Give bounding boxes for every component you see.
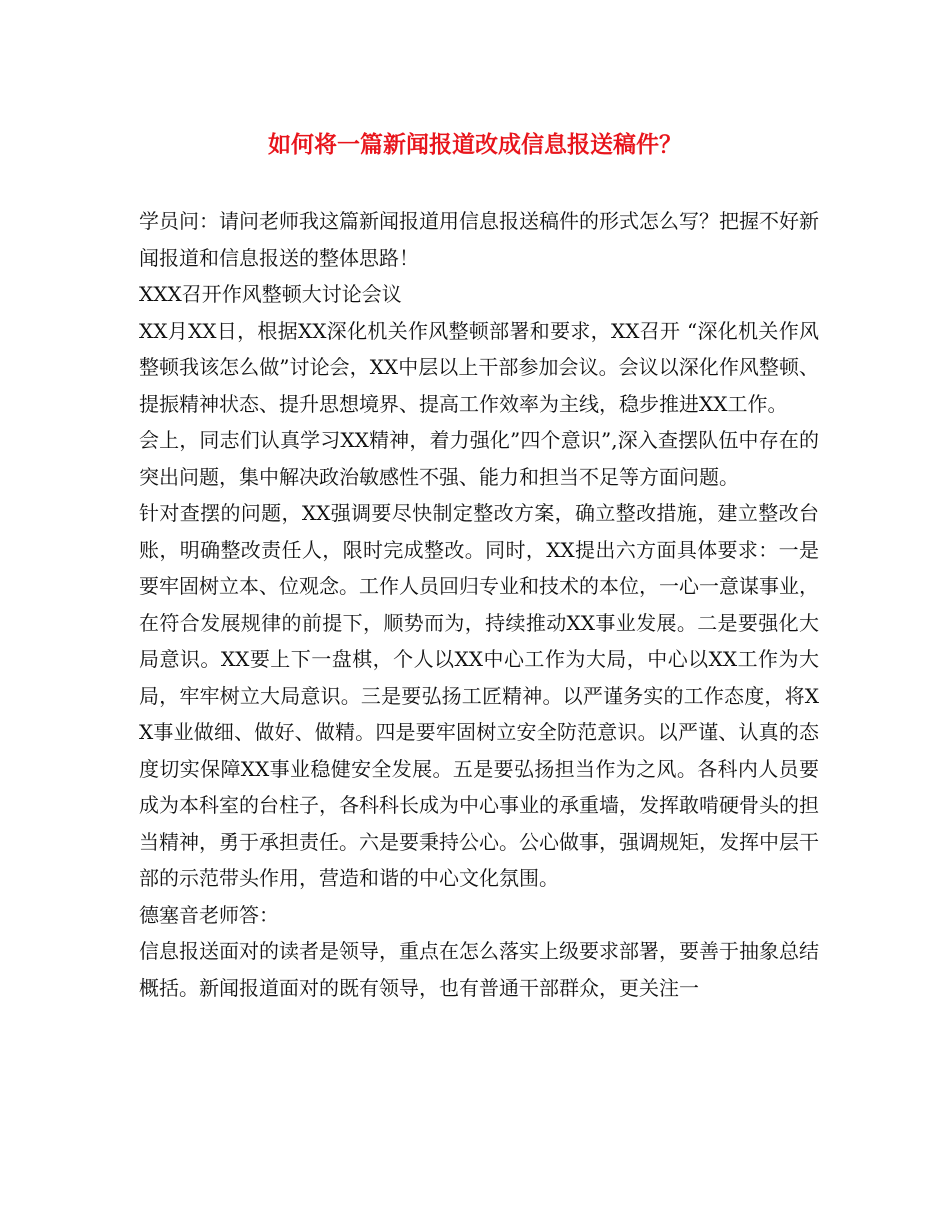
paragraph-article-headline: XXX召开作风整顿大讨论会议	[139, 282, 402, 306]
document-body	[139, 203, 819, 1006]
paragraph-article-lead: XX月XX日，根据XX深化机关作风整顿部署和要求，XX召开 “深化机关作风整顿我该怎么做”讨论会，XX中层以上干部参加会议。会议以深化作风整顿、提振精神状态、提升思想境界、提高工作效率为主线，稳步推进XX工作。	[139, 318, 819, 416]
document-title: 如何将一篇新闻报道改成信息报送稿件？	[268, 131, 682, 158]
paragraph-student-question: 学员问：请问老师我这篇新闻报道用信息报送稿件的形式怎么写？把握不好新闻报道和信息报送的整体思路！	[139, 209, 819, 270]
paragraph-six-requirements: 针对查摆的问题，XX强调要尽快制定整改方案，确立整改措施，建立整改台账，明确整改责任人，限时完成整改。同时，XX提出六方面具体要求：一是要牢固树立本、位观念。工作人员回归专业和技术的本位，一心一意谋事业，在符合发展规律的前提下，顺势而为，持续推动XX事业发展。二是要强化大局意识。XX要上下一盘棋，个人以XX中心工作为大局，中心以XX工作为大局，牢牢树立大局意识。三是要弘扬工匠精神。以严谨务实的工作态度，将XX事业做细、做好、做精。四是要牢固树立安全防范意识。以严谨、认真的态度切实保障XX事业稳健安全发展。五是要弘扬担当作为之风。各科内人员要成为本科室的台柱子，各科科长成为中心事业的承重墙，发挥敢啃硬骨头的担当精神，勇于承担责任。六是要秉持公心。公心做事，强调规矩，发挥中层干部的示范带头作用，营造和谐的中心文化氛围。	[139, 501, 819, 890]
paragraph-teacher-answer: 信息报送面对的读者是领导，重点在怎么落实上级要求部署，要善于抽象总结概括。新闻报道面对的既有领导，也有普通干部群众，更关注一	[139, 939, 819, 1000]
paragraph-meeting-content: 会上，同志们认真学习XX精神，着力强化”四个意识”,深入查摆队伍中存在的突出问题，集中解决政治敏感性不强、能力和担当不足等方面问题。	[139, 428, 819, 489]
paragraph-teacher-answer-label: 德塞音老师答：	[139, 902, 279, 927]
